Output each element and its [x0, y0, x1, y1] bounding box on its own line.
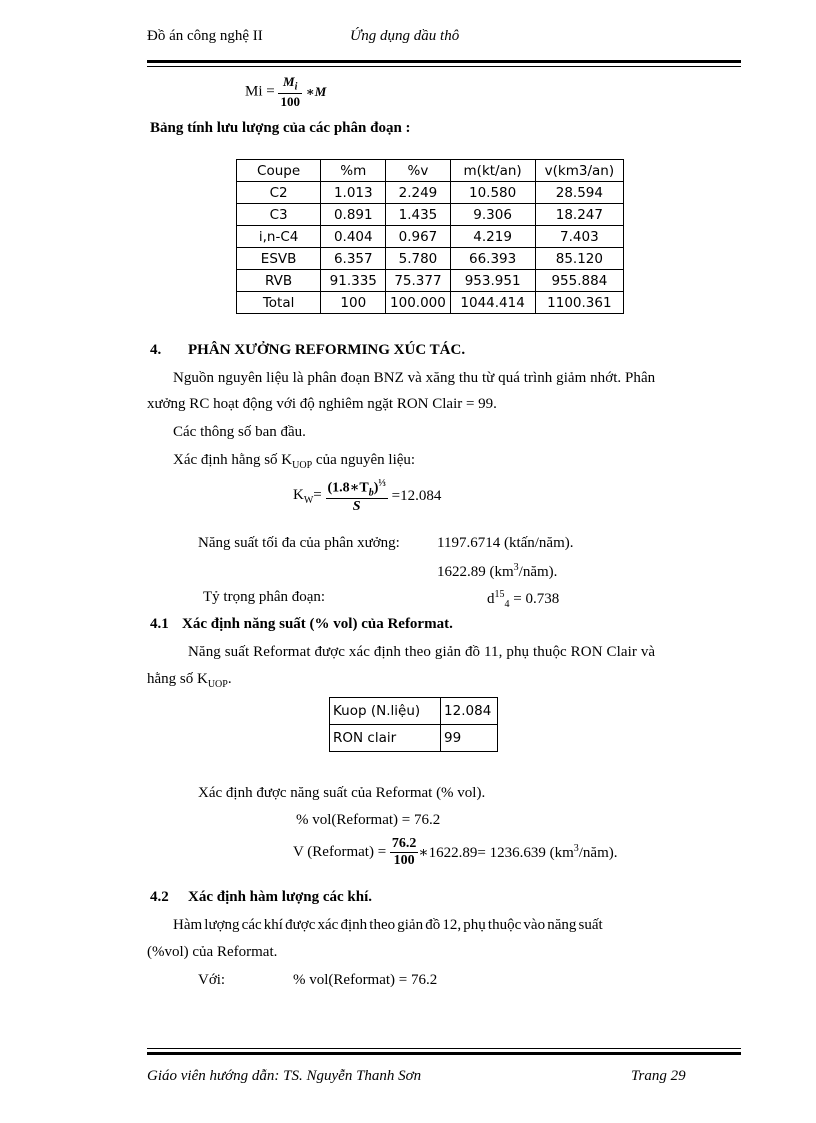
sec41-line2-sub: UOP — [207, 679, 228, 690]
table-cell: 28.594 — [535, 182, 623, 204]
v-lhs: V (Reformat) = — [293, 844, 387, 860]
table-cell: C3 — [237, 204, 321, 226]
table-cell: 1044.414 — [450, 292, 535, 314]
header-right: Ứng dụng dầu thô — [350, 28, 460, 44]
kw-formula — [293, 478, 441, 515]
density-sub: 4 — [504, 599, 510, 610]
table-cell: 10.580 — [450, 182, 535, 204]
table-cell: 18.247 — [535, 204, 623, 226]
table-header-row — [237, 160, 624, 182]
footer-right: Trang 29 — [631, 1068, 686, 1084]
sec41-number: 4.1 — [150, 616, 169, 632]
table-title: Bảng tính lưu lượng của các phân đoạn : — [150, 120, 411, 136]
sec42-line2: (%vol) của Reformat. — [147, 944, 278, 960]
sec41-line2 — [147, 671, 232, 690]
table-cell: %v — [386, 160, 450, 182]
kw-lhs: K — [293, 487, 304, 504]
table-cell: 100 — [321, 292, 386, 314]
mi-tail: ∗M — [305, 83, 327, 99]
footer-left: Giáo viên hướng dẫn: TS. Nguyễn Thanh Sơn — [147, 1068, 422, 1084]
table-row — [330, 698, 498, 725]
section4-para3 — [173, 452, 415, 471]
table-row — [237, 226, 624, 248]
sec42-with-label: Với: — [198, 972, 226, 988]
kw-num-sup: ⅓ — [378, 478, 386, 489]
footer-rule-thin — [147, 1048, 741, 1049]
density-label: Tỷ trọng phân đoạn: — [203, 589, 326, 605]
table-cell: 99 — [441, 725, 498, 752]
v-num: 76.2 — [391, 836, 417, 851]
sec41-line2-pre: hằng số K — [147, 671, 208, 687]
kw-eq: = — [313, 487, 322, 504]
table-cell: C2 — [237, 182, 321, 204]
capacity-v2-post: /năm). — [518, 564, 558, 580]
density-post: = 0.738 — [509, 591, 560, 607]
section4-para2: Các thông số ban đầu. — [173, 424, 306, 440]
table-row — [237, 204, 624, 226]
table-cell: %m — [321, 160, 386, 182]
table-cell: 0.891 — [321, 204, 386, 226]
capacity-v1: 1197.6714 (ktấn/năm). — [437, 535, 574, 551]
sec42-line1: Hàm lượng các khí được xác định theo giản đồ 12, phụ thuộc vào năng suất — [173, 917, 603, 933]
table-row — [330, 725, 498, 752]
sec41-line1: Năng suất Reformat được xác định theo giản đồ 11, phụ thuộc RON Clair và — [188, 644, 656, 660]
mi-den: 100 — [280, 93, 300, 109]
density-value — [487, 589, 559, 610]
section4-para1-line2: xưởng RC hoạt động với độ nghiêm ngặt RON Clair = 99. — [147, 396, 497, 412]
mi-num-sub: i — [294, 81, 298, 93]
capacity-v2 — [437, 562, 557, 581]
table-cell: 12.084 — [441, 698, 498, 725]
sec41-title: Xác định năng suất (% vol) của Reformat. — [182, 616, 453, 632]
kuop-table — [329, 697, 498, 752]
header-rule-thin — [147, 66, 741, 67]
table-cell: 91.335 — [321, 270, 386, 292]
sec42-title: Xác định hàm lượng các khí. — [188, 889, 373, 905]
table-cell: 85.120 — [535, 248, 623, 270]
sec42-with-eq: % vol(Reformat) = 76.2 — [293, 972, 438, 988]
kw-den: S — [352, 499, 361, 515]
section4-title: PHÂN XƯỞNG REFORMING XÚC TÁC. — [188, 342, 466, 358]
table-cell: 100.000 — [386, 292, 450, 314]
v-post-pre: ∗1622.89= 1236.639 (km — [418, 845, 574, 861]
sec41-vol-eq: % vol(Reformat) = 76.2 — [296, 812, 441, 828]
sec41-result-line: Xác định được năng suất của Reformat (% vol). — [198, 785, 486, 801]
table-cell: 955.884 — [535, 270, 623, 292]
kw-num-sub: b — [368, 487, 374, 499]
table-cell: Kuop (N.liệu) — [330, 698, 441, 725]
kw-lhs-sub: W — [303, 495, 314, 507]
kw-num-pre: (1.8∗T — [327, 480, 369, 496]
table-cell: m(kt/an) — [450, 160, 535, 182]
table-cell: Total — [237, 292, 321, 314]
table-cell: 66.393 — [450, 248, 535, 270]
section4-para1-line1: Nguồn nguyên liệu là phân đoạn BNZ và xăng thu từ quá trình giảm nhớt. Phân — [173, 370, 656, 386]
table-cell: 7.403 — [535, 226, 623, 248]
para3-post: của nguyên liệu: — [312, 452, 416, 468]
para3-pre: Xác định hằng số K — [173, 452, 293, 468]
sec42-number: 4.2 — [150, 889, 169, 905]
table-cell: v(km3/an) — [535, 160, 623, 182]
table-cell: i,n-C4 — [237, 226, 321, 248]
table-cell: 75.377 — [386, 270, 450, 292]
table-cell: ESVB — [237, 248, 321, 270]
section4-number: 4. — [150, 342, 162, 358]
table-cell: RON clair — [330, 725, 441, 752]
mi-num: M — [283, 74, 295, 89]
table-cell: RVB — [237, 270, 321, 292]
kw-num-post: ) — [373, 480, 379, 496]
table-row — [237, 248, 624, 270]
table-cell: 2.249 — [386, 182, 450, 204]
para3-sub: UOP — [292, 460, 313, 471]
table-row — [237, 292, 624, 314]
v-post-sup: 3 — [573, 843, 579, 854]
capacity-v2-sup: 3 — [513, 562, 519, 573]
capacity-v2-pre: 1622.89 (km — [437, 564, 514, 580]
table-cell: 9.306 — [450, 204, 535, 226]
table-cell: 953.951 — [450, 270, 535, 292]
density-pre: d — [487, 591, 495, 607]
table-cell: 0.404 — [321, 226, 386, 248]
table-cell: 1100.361 — [535, 292, 623, 314]
table-cell: 1.013 — [321, 182, 386, 204]
table-cell: 1.435 — [386, 204, 450, 226]
table-row — [237, 270, 624, 292]
header-rule — [147, 60, 741, 63]
kw-result: =12.084 — [391, 488, 442, 505]
capacity-label: Năng suất tối đa của phân xưởng: — [198, 535, 400, 551]
table-cell: 0.967 — [386, 226, 450, 248]
mi-lhs: Mi = — [245, 83, 275, 100]
table-cell: 5.780 — [386, 248, 450, 270]
flow-table — [236, 159, 624, 314]
footer-rule — [147, 1052, 741, 1055]
table-row — [237, 182, 624, 204]
mi-formula — [245, 74, 326, 110]
v-post-post: /năm). — [578, 845, 618, 861]
density-sup: 15 — [494, 589, 505, 600]
v-formula — [293, 836, 618, 869]
table-cell: 4.219 — [450, 226, 535, 248]
sec41-line2-post: . — [227, 671, 232, 687]
header-left: Đồ án công nghệ II — [147, 28, 263, 44]
table-cell: 6.357 — [321, 248, 386, 270]
v-den: 100 — [393, 853, 415, 868]
table-cell: Coupe — [237, 160, 321, 182]
